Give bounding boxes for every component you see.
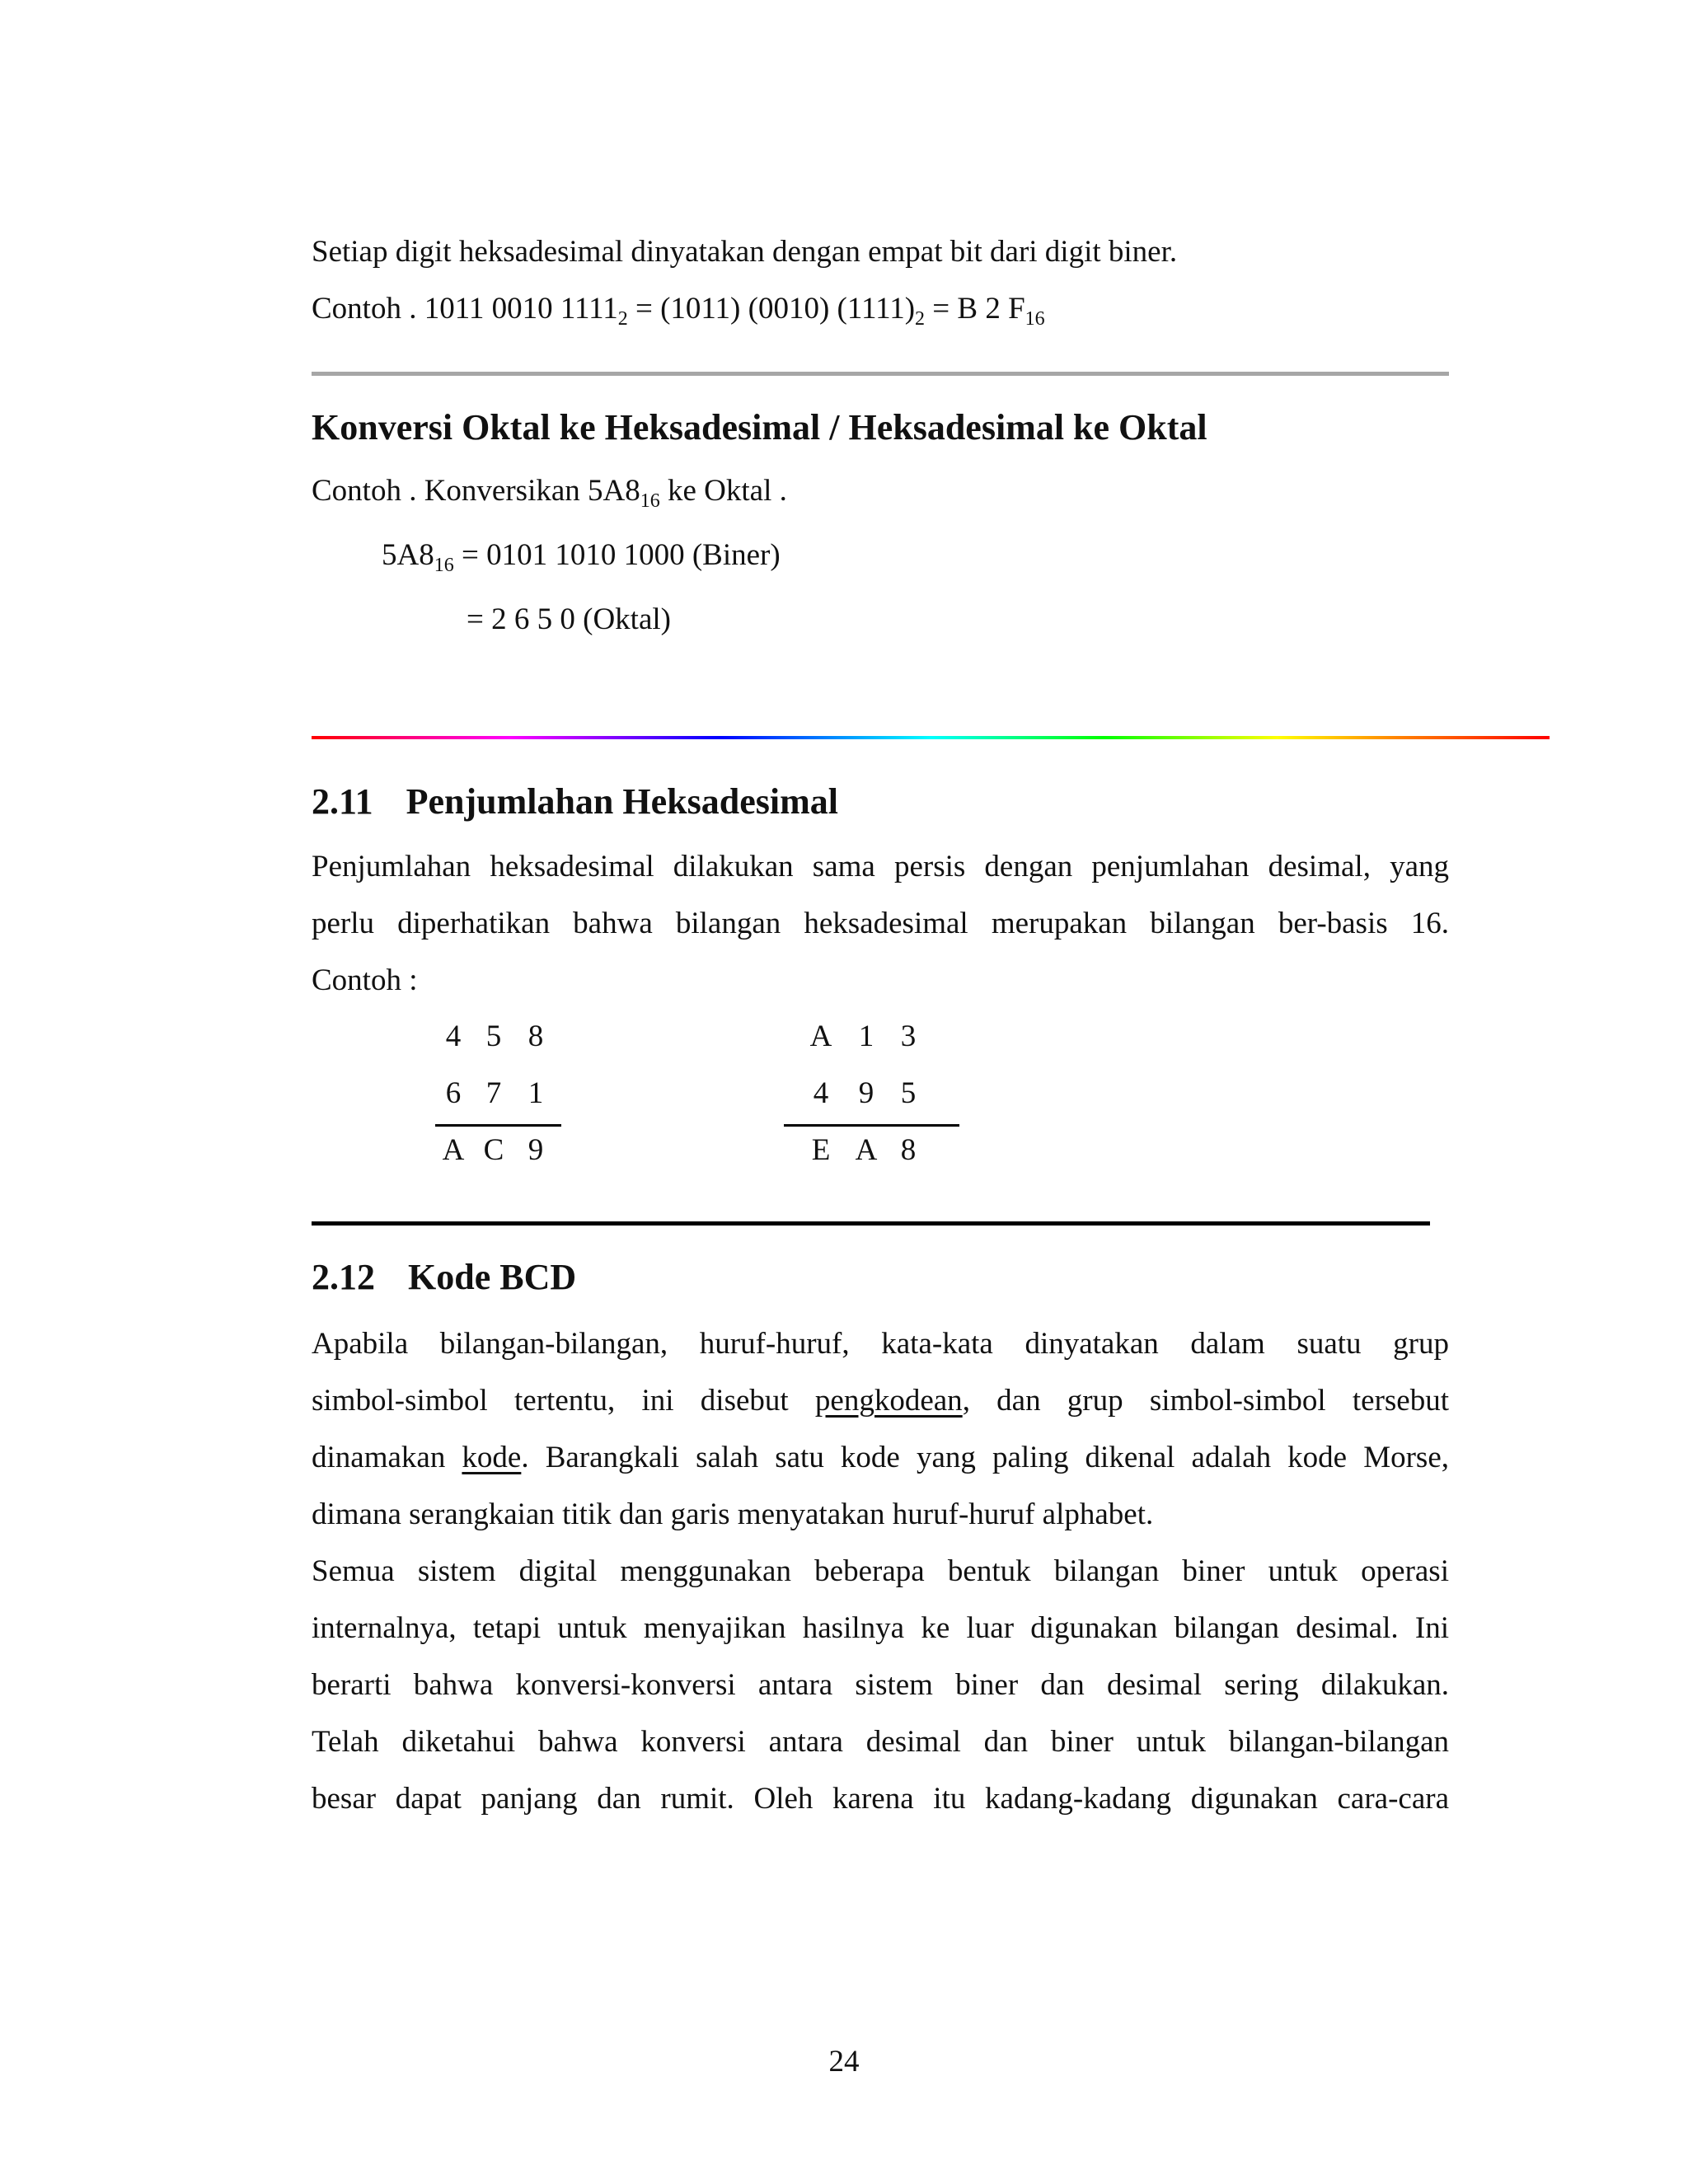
digit: E: [811, 1133, 831, 1167]
base-subscript: 2: [915, 308, 926, 330]
intro-line: Setiap digit heksadesimal dinyatakan dengan empat bit dari digit biner.: [312, 235, 1178, 269]
sum-rule: [435, 1124, 561, 1127]
digit: C: [483, 1133, 504, 1167]
intro-example: [312, 290, 1045, 328]
sum-rule: [784, 1124, 959, 1127]
conversion-step-binary: [382, 537, 781, 574]
section-heading-2-12: [312, 1256, 576, 1299]
section-heading-octal-hex: Konversi Oktal ke Heksadesimal / Heksadesimal ke Oktal: [312, 407, 1207, 448]
text-span: , dan grup simbol-simbol tersebut: [962, 1384, 1450, 1418]
digit: A: [442, 1133, 465, 1167]
example-text-suffix: ke Oktal .: [659, 474, 787, 508]
example-text: Contoh . Konversikan 5A8: [312, 474, 640, 508]
text-span: . Barangkali salah satu kode yang paling dikenal adalah kode Morse,: [521, 1441, 1449, 1474]
rainbow-divider: [312, 736, 1550, 739]
digit: 3: [900, 1019, 917, 1053]
binary-digits: 1011 0010 1111: [424, 292, 618, 326]
hex-value: 5A8: [382, 538, 434, 572]
digit: 5: [485, 1019, 502, 1053]
conversion-step-octal: = 2 6 5 0 (Oktal): [467, 602, 671, 636]
gray-divider: [312, 372, 1449, 376]
digit: 1: [528, 1076, 544, 1110]
hex-result: = B 2 F: [925, 292, 1025, 326]
digit: 4: [445, 1019, 462, 1053]
digit: 6: [445, 1076, 462, 1110]
page-number: 24: [828, 2045, 860, 2079]
paragraph-line: berarti bahwa konversi-konversi antara sistem biner dan desimal sering dilakukan.: [312, 1668, 1449, 1702]
digit: 9: [858, 1076, 874, 1110]
term-pengkodean: pengkodean: [814, 1384, 963, 1418]
section-heading-2-11: [312, 780, 838, 823]
paragraph-line: Apabila bilangan-bilangan, huruf-huruf, kata-kata dinyatakan dalam suatu grup: [312, 1327, 1449, 1361]
digit: 5: [900, 1076, 917, 1110]
digit: 7: [485, 1076, 502, 1110]
paragraph-line: besar dapat panjang dan rumit. Oleh karena itu kadang-kadang digunakan cara-cara: [312, 1782, 1449, 1816]
paragraph-line: perlu diperhatikan bahwa bilangan heksadesimal merupakan bilangan ber-basis 16.: [312, 907, 1449, 940]
paragraph-line: Penjumlahan heksadesimal dilakukan sama persis dengan penjumlahan desimal, yang: [312, 850, 1449, 883]
base-subscript: 16: [1025, 308, 1045, 330]
grouped-bits: = (1011) (0010) (1111): [627, 292, 916, 326]
digit: A: [855, 1133, 878, 1167]
digit: A: [809, 1019, 832, 1053]
text-span: dinamakan: [312, 1441, 462, 1474]
term-kode: kode: [462, 1441, 522, 1474]
paragraph-line: Semua sistem digital menggunakan beberapa bentuk bilangan biner untuk operasi: [312, 1554, 1449, 1588]
paragraph-line: Contoh :: [312, 963, 418, 997]
base-subscript: 16: [640, 490, 660, 512]
paragraph-bcd-intro: [312, 1315, 1449, 1543]
paragraph-bcd-body: [312, 1543, 1449, 1827]
digit: 4: [813, 1076, 829, 1110]
digit: 9: [528, 1133, 544, 1167]
section-title: Kode BCD: [408, 1257, 577, 1297]
section-title: Penjumlahan Heksadesimal: [406, 781, 838, 822]
paragraph-line: [312, 1429, 1449, 1486]
binary-equivalent: = 0101 1010 1000 (Biner): [453, 538, 781, 572]
base-subscript: 16: [434, 555, 454, 576]
paragraph-hex-addition: [312, 838, 1449, 1009]
octal-example: [312, 472, 787, 510]
digit: 8: [900, 1133, 917, 1167]
black-divider: [312, 1221, 1430, 1226]
text-span: simbol-simbol tertentu, ini disebut: [312, 1384, 815, 1418]
section-number: 2.12: [312, 1257, 375, 1297]
paragraph-line: internalnya, tetapi untuk menyajikan hasilnya ke luar digunakan bilangan desimal. Ini: [312, 1611, 1449, 1645]
digit: 1: [858, 1019, 874, 1053]
paragraph-line: dimana serangkaian titik dan garis menyatakan huruf-huruf alphabet.: [312, 1497, 1154, 1531]
base-subscript: 2: [617, 308, 628, 330]
digit: 8: [528, 1019, 544, 1053]
paragraph-line: Telah diketahui bahwa konversi antara desimal dan biner untuk bilangan-bilangan: [312, 1725, 1449, 1759]
example-label: Contoh .: [312, 292, 424, 326]
paragraph-line: [312, 1372, 1449, 1429]
section-number: 2.11: [312, 781, 373, 822]
